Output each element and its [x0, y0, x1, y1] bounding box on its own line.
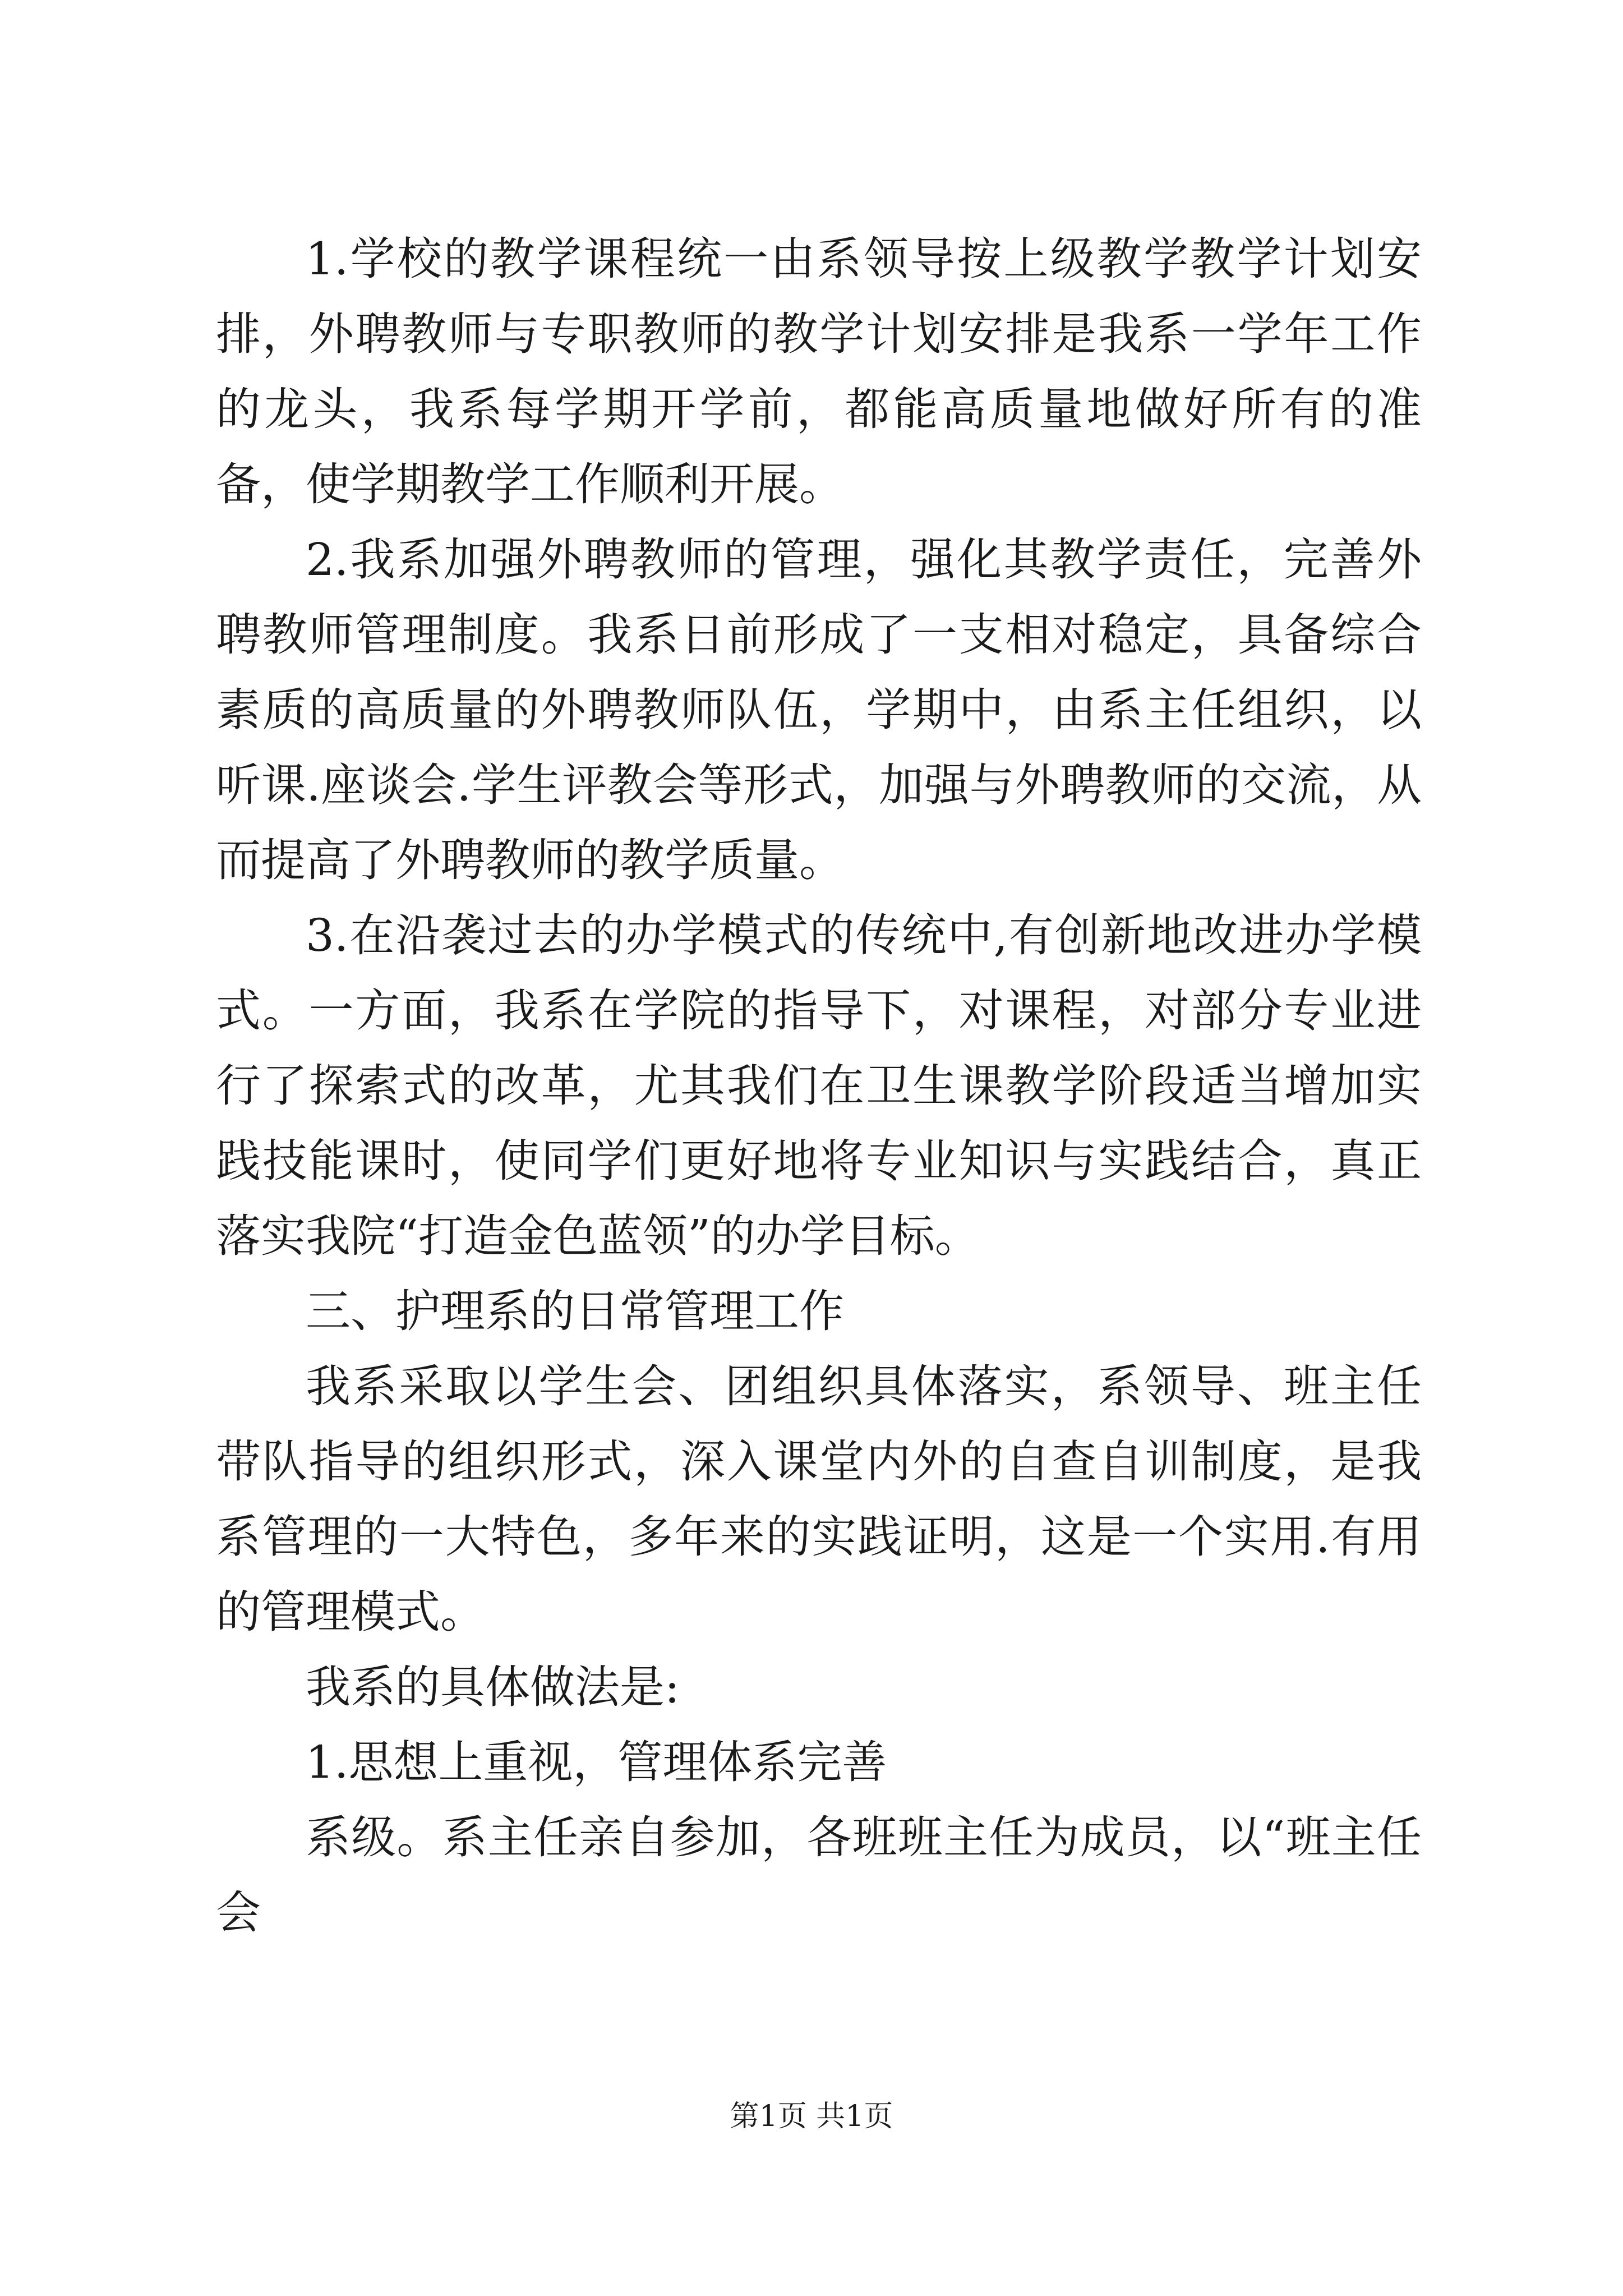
- paragraph-6: 系级。系主任亲自参加，各班班主任为成员，以“班主任会: [216, 1811, 1422, 1939]
- paragraph-4: 我系采取以学生会、团组织具体落实，系领导、班主任带队指导的组织形式，深入课堂内外的自查自训制度，是我系管理的一大特色，多年来的实践证明，这是一个实用.有用的管理模式。: [216, 1360, 1422, 1638]
- document-body: [216, 222, 1422, 1950]
- paragraph-3: 3.在沿袭过去的办学模式的传统中,有创新地改进办学模式。一方面，我系在学院的指导下，对课程，对部分专业进行了探索式的改革，尤其我们在卫生课教学阶段适当增加实践技能课时，使同学们更好地将专业知识与实践结合，真正落实我院“打造金色蓝领”的办学目标。: [216, 909, 1422, 1262]
- page-footer: 第1页 共1页: [730, 2100, 893, 2133]
- subheading-1: 1.思想上重视，管理体系完善: [306, 1736, 887, 1788]
- paragraph-1: 1.学校的教学课程统一由系领导按上级教学教学计划安排，外聘教师与专职教师的教学计划安排是我系一学年工作的龙头，我系每学期开学前，都能高质量地做好所有的准备，使学期教学工作顺利开展。: [216, 233, 1422, 510]
- paragraph-5: 我系的具体做法是:: [306, 1661, 680, 1713]
- section-heading: 三、护理系的日常管理工作: [306, 1285, 844, 1337]
- paragraph-2: 2.我系加强外聘教师的管理，强化其教学责任，完善外聘教师管理制度。我系日前形成了一支相对稳定，具备综合素质的高质量的外聘教师队伍，学期中，由系主任组织，以听课.座谈会.学生评教会等形式，加强与外聘教师的交流，从而提高了外聘教师的教学质量。: [216, 533, 1422, 886]
